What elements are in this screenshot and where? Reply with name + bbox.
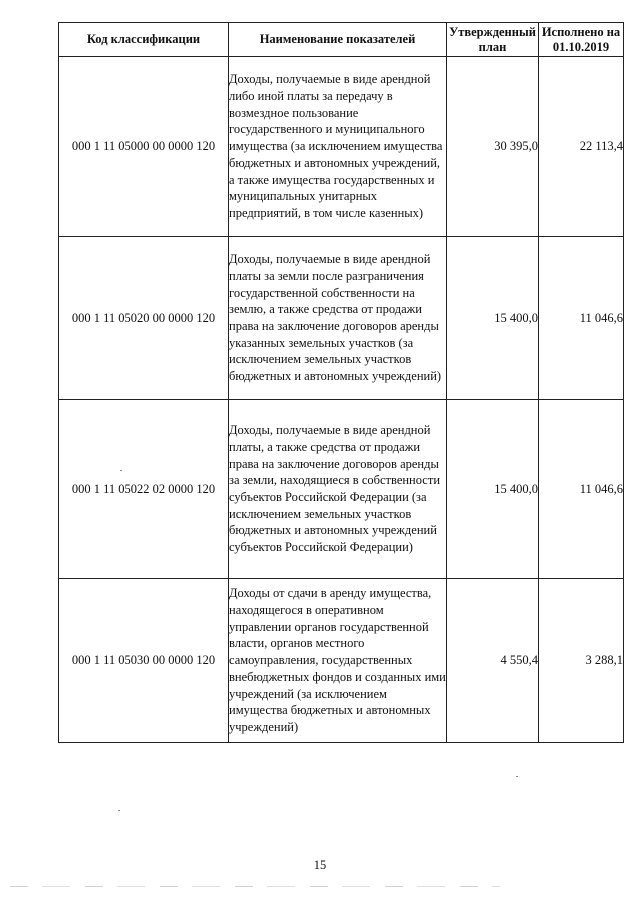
revenue-table bbox=[58, 22, 624, 743]
row-plan: 15 400,0 bbox=[447, 400, 539, 579]
scan-speck bbox=[516, 776, 518, 777]
header-plan: Утвержденный план bbox=[447, 23, 539, 57]
page-number: 15 bbox=[313, 858, 327, 872]
row-plan: 30 395,0 bbox=[447, 57, 539, 237]
table-row bbox=[59, 579, 624, 743]
scan-artifact-line bbox=[10, 886, 500, 887]
row-plan: 15 400,0 bbox=[447, 237, 539, 400]
header-code: Код классификации bbox=[59, 23, 229, 57]
scan-speck bbox=[120, 470, 122, 471]
row-done: 22 113,4 bbox=[539, 57, 624, 237]
row-code: 000 1 11 05000 00 0000 120 bbox=[59, 57, 229, 237]
row-plan: 4 550,4 bbox=[447, 579, 539, 743]
row-name: Доходы, получаемые в виде арендной платы за земли после разграничения государственной собственности на землю, а также средства от продажи права на заключение договоров аренды указанных земельных участков (за исключением земельных участков бюджетных и автономных учреждений) bbox=[229, 237, 447, 400]
header-done: Исполнено на 01.10.2019 bbox=[539, 23, 624, 57]
header-name: Наименование показателей bbox=[229, 23, 447, 57]
table-row bbox=[59, 237, 624, 400]
table-row bbox=[59, 57, 624, 237]
row-code: 000 1 11 05030 00 0000 120 bbox=[59, 579, 229, 743]
row-done: 11 046,6 bbox=[539, 400, 624, 579]
row-code: 000 1 11 05022 02 0000 120 bbox=[59, 400, 229, 579]
row-done: 3 288,1 bbox=[539, 579, 624, 743]
row-name: Доходы от сдачи в аренду имущества, находящегося в оперативном управлении органов государственной власти, органов местного самоуправления, государственных внебюджетных фондов и созданных ими учреждений (за исключением имущества бюджетных и автономных учреждений) bbox=[229, 579, 447, 743]
table-header-row bbox=[59, 23, 624, 57]
row-done: 11 046,6 bbox=[539, 237, 624, 400]
scan-speck bbox=[118, 810, 120, 811]
row-code: 000 1 11 05020 00 0000 120 bbox=[59, 237, 229, 400]
row-name: Доходы, получаемые в виде арендной платы, а также средства от продажи права на заключение договоров аренды за земли, находящиеся в собственности субъектов Российской Федерации (за исключением земельных участков бюджетных и автономных учреждений субъектов Российской Федерации) bbox=[229, 400, 447, 579]
row-name: Доходы, получаемые в виде арендной либо иной платы за передачу в возмездное пользование государственного и муниципального имущества (за исключением имущества бюджетных и автономных учреждений, а также имущества государственных и муниципальных унитарных предприятий, в том числе казенных) bbox=[229, 57, 447, 237]
table-row bbox=[59, 400, 624, 579]
